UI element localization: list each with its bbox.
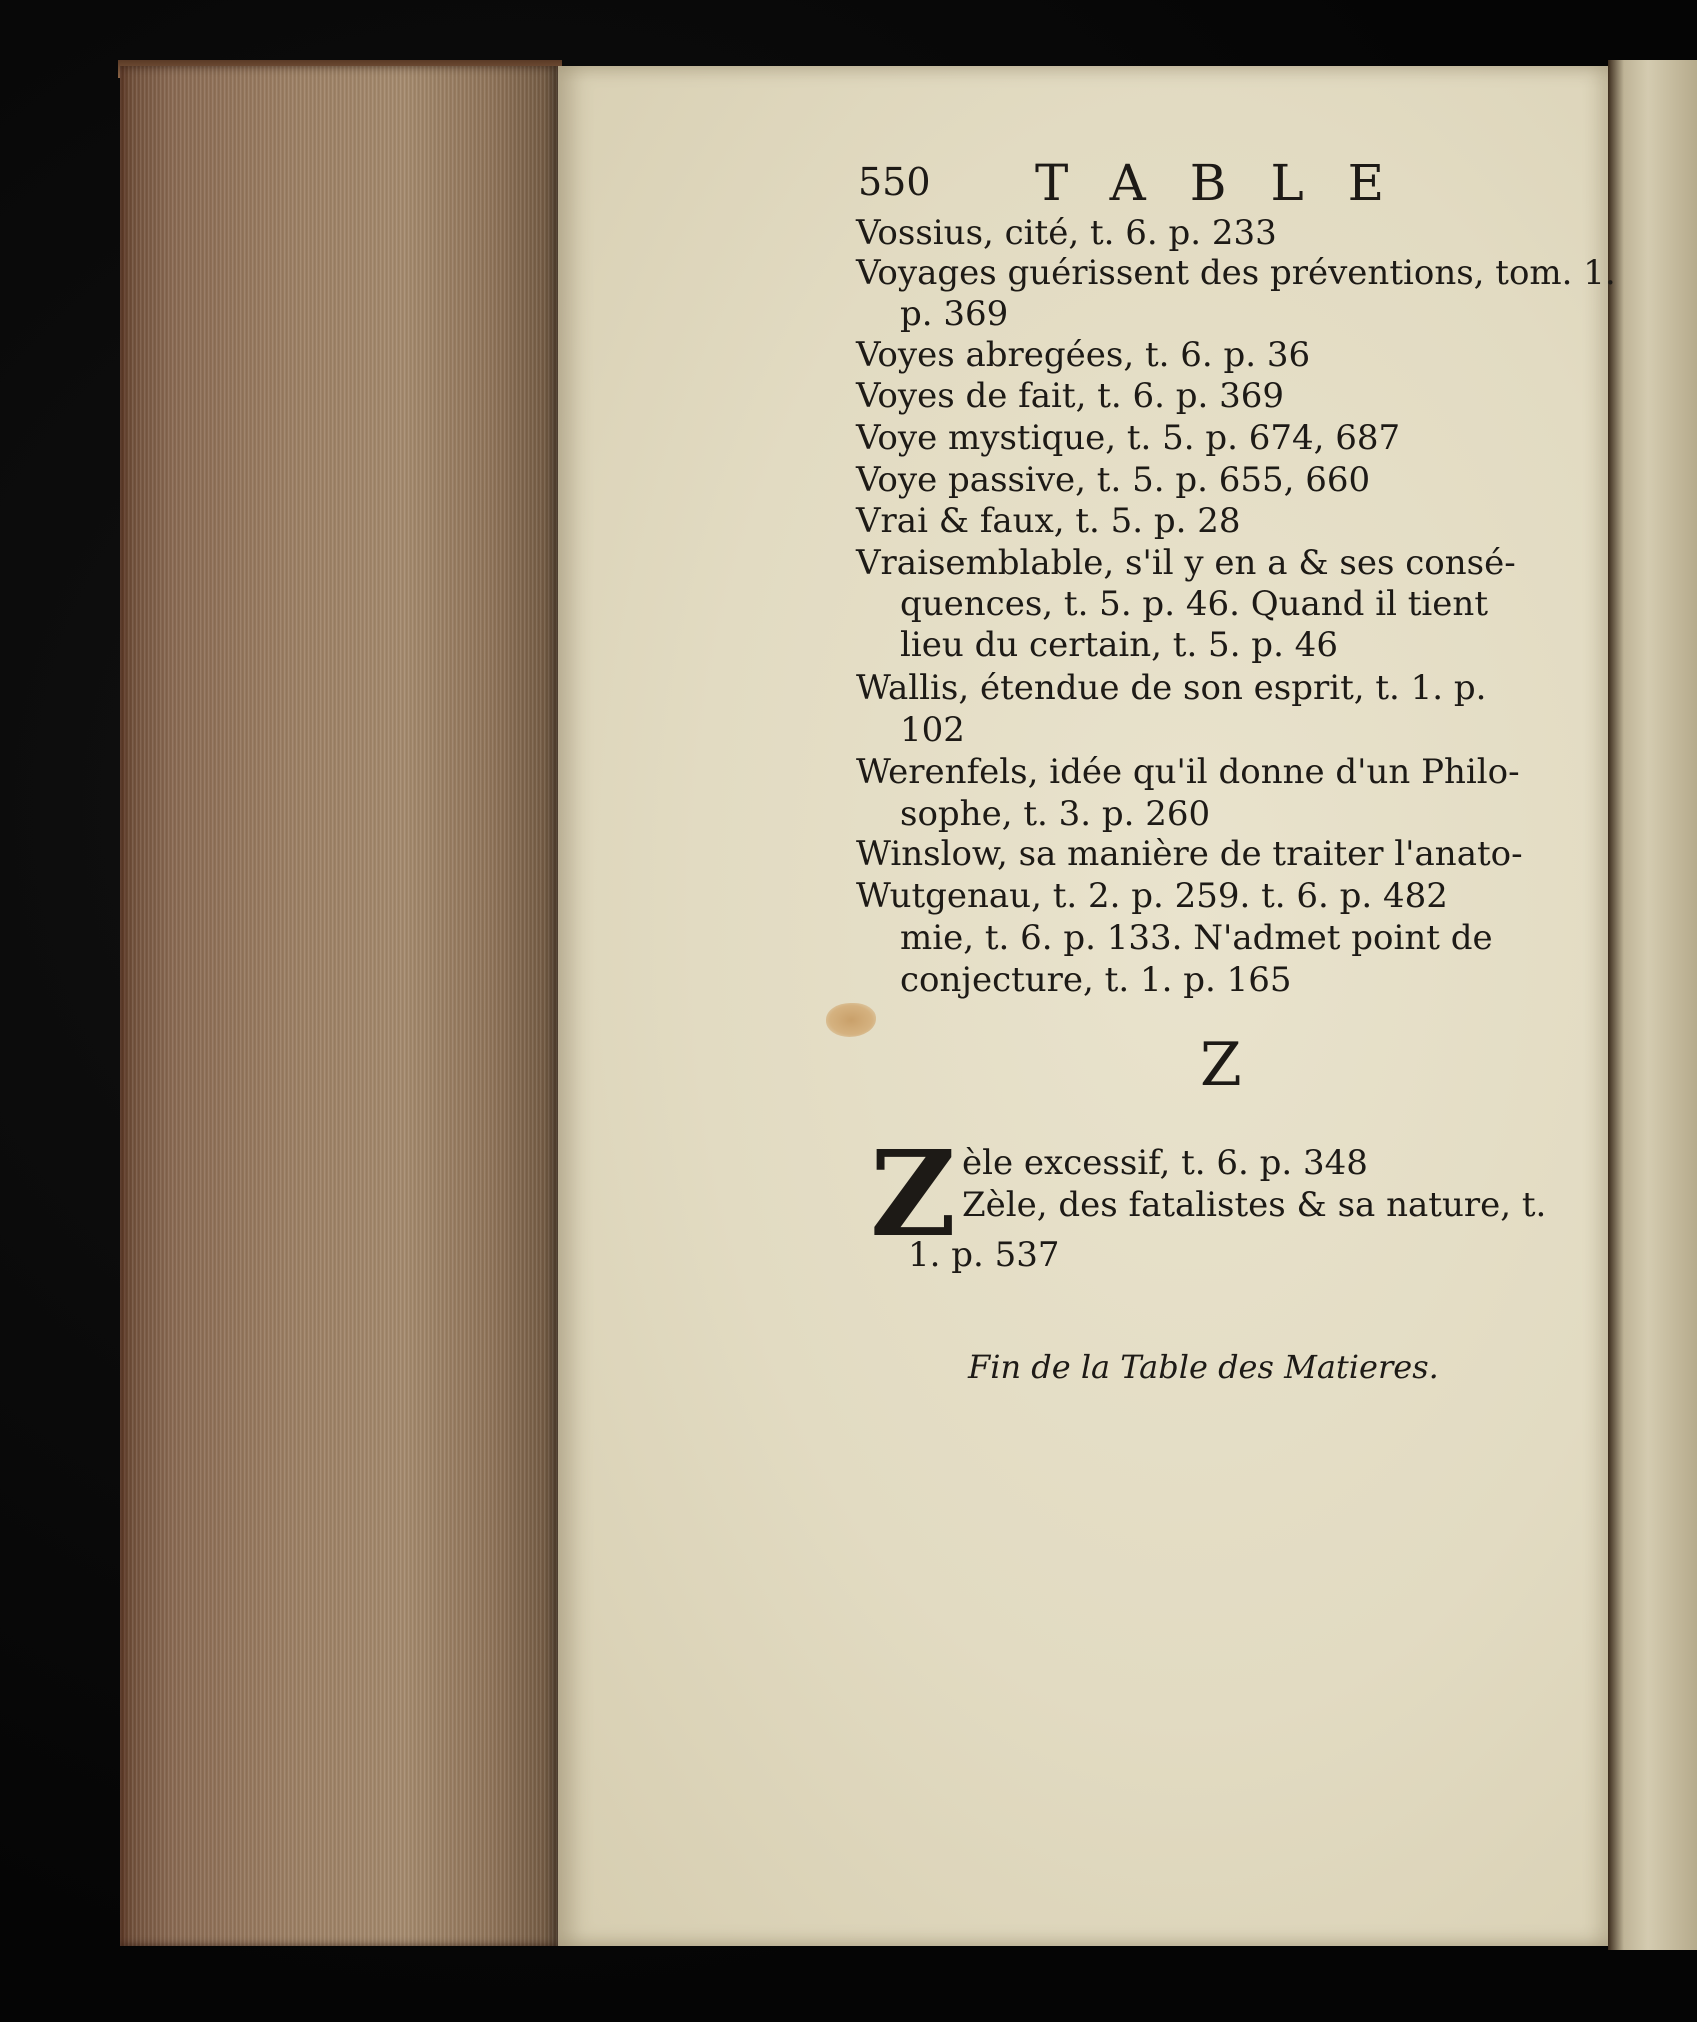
index-entry: Vraisemblable, s'il y en a & ses consé- — [856, 543, 1516, 583]
index-entry: Vossius, cité, t. 6. p. 233 — [856, 213, 1277, 253]
colophon: Fin de la Table des Matieres. — [968, 1348, 1439, 1386]
index-entry: p. 369 — [900, 294, 1009, 334]
index-entry: lieu du certain, t. 5. p. 46 — [900, 625, 1338, 665]
index-entry: sophe, t. 3. p. 260 — [900, 794, 1211, 834]
page-number: 550 — [858, 160, 931, 204]
index-entry: Voyes abregées, t. 6. p. 36 — [856, 335, 1311, 375]
index-entry: Voyages guérissent des préventions, tom. 1. — [856, 253, 1616, 293]
section-letter: Z — [1200, 1030, 1242, 1100]
running-title: TABLE — [1035, 154, 1429, 212]
index-entry: Wutgenau, t. 2. p. 259. t. 6. p. 482 — [856, 876, 1448, 916]
index-entry: 102 — [900, 710, 965, 750]
index-entry: 1. p. 537 — [908, 1235, 1060, 1275]
index-entry: Voyes de fait, t. 6. p. 369 — [856, 376, 1284, 416]
index-entry: conjecture, t. 1. p. 165 — [900, 960, 1292, 1000]
book-page-edges — [120, 66, 558, 1946]
index-entry: Zèle, des fatalistes & sa nature, t. — [962, 1185, 1547, 1225]
index-entry: Winslow, sa manière de traiter l'anato- — [856, 834, 1523, 874]
index-entry: quences, t. 5. p. 46. Quand il tient — [900, 584, 1488, 624]
index-entry: Voye passive, t. 5. p. 655, 660 — [856, 460, 1371, 500]
drop-cap: Z — [870, 1124, 957, 1263]
facing-page-fold — [1608, 60, 1697, 1950]
index-entry: Vrai & faux, t. 5. p. 28 — [856, 501, 1241, 541]
index-entry: èle excessif, t. 6. p. 348 — [962, 1143, 1368, 1183]
index-entry: Voye mystique, t. 5. p. 674, 687 — [856, 418, 1401, 458]
index-entry: Wallis, étendue de son esprit, t. 1. p. — [856, 668, 1487, 708]
index-entry: Werenfels, idée qu'il donne d'un Philo- — [856, 752, 1520, 792]
index-entry: mie, t. 6. p. 133. N'admet point de — [900, 918, 1493, 958]
